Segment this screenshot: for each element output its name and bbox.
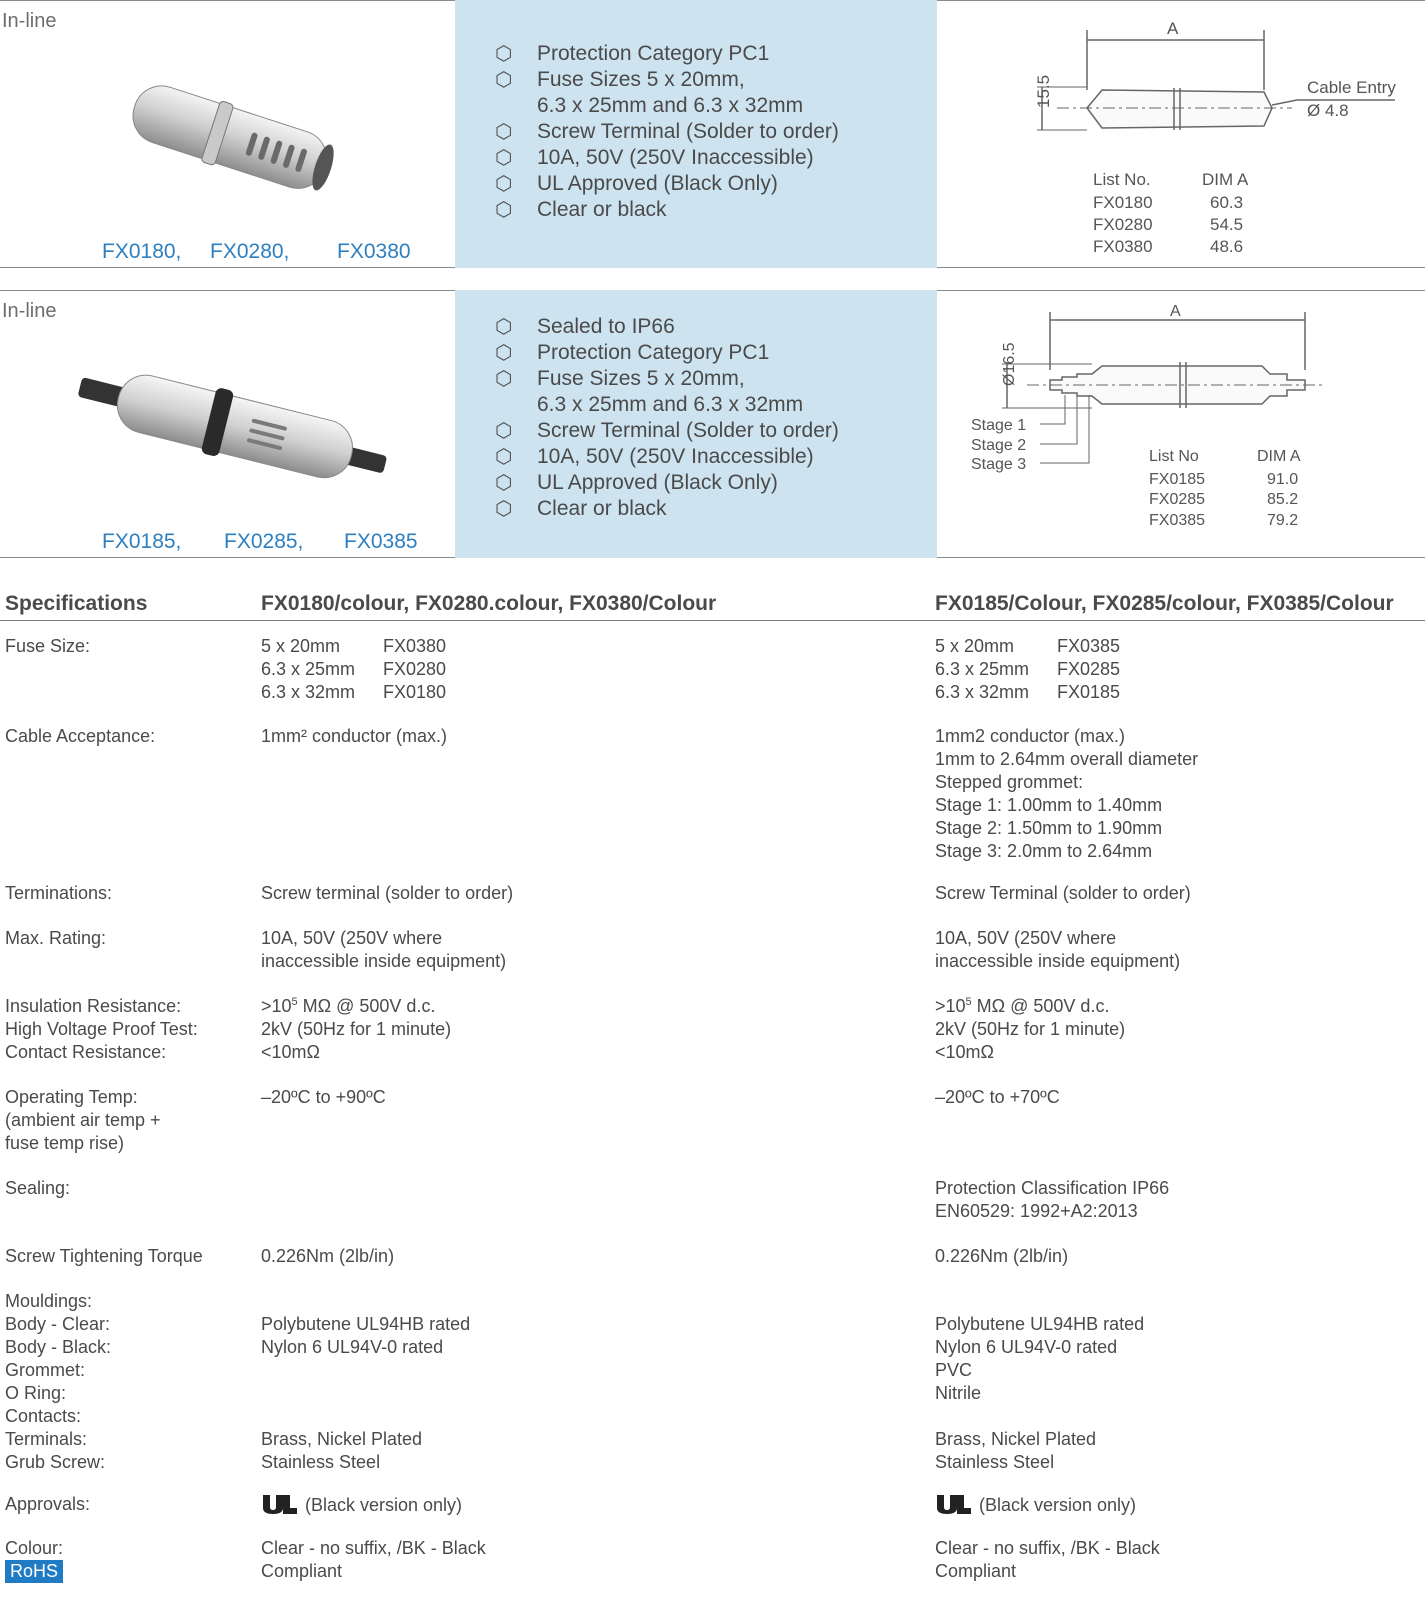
spec-value: Clear - no suffix, /BK - Black Compliant — [935, 1538, 1160, 1581]
feature-list — [495, 41, 839, 223]
spec-label: Operating Temp: (ambient air temp + fuse temp rise) — [5, 1087, 161, 1153]
feature-item: ⬡ 10A, 50V (250V Inaccessible) — [495, 146, 814, 169]
spec-value: 1mm² conductor (max.) — [261, 726, 448, 746]
list-no: FX0380 — [1093, 237, 1153, 256]
spec-label: Cable Acceptance: — [5, 726, 156, 746]
spec-value: $>10^5$ MΩ @ 500V d.c. 2kV (50Hz for 1 minute) <10mΩ — [261, 996, 452, 1062]
product-row-2 — [0, 290, 1425, 558]
spec-value: (Black version only) — [935, 1493, 1415, 1517]
spec-label: Sealing: — [5, 1178, 71, 1198]
list-no: FX0285 — [1149, 491, 1206, 508]
spec-value: –20ºC to +70ºC — [935, 1087, 1060, 1107]
hexagon-bullet-icon: ⬡ — [495, 342, 513, 364]
list-no: FX0385 — [1149, 512, 1206, 529]
feature-panel — [455, 290, 937, 558]
spec-header-row — [0, 590, 1425, 621]
table-header: DIM A — [1257, 448, 1301, 465]
spec-label: Mouldings: Body - Clear: Body - Black: Grommet: O Ring: Contacts: Terminals: Grub Screw: — [5, 1291, 112, 1472]
hexagon-bullet-icon: ⬡ — [495, 69, 513, 91]
hexagon-bullet-icon: ⬡ — [495, 316, 513, 338]
dimension-label: A — [1170, 303, 1181, 320]
spec-value: Screw Terminal (solder to order) — [935, 883, 1191, 903]
dimension-label: A — [1167, 19, 1179, 38]
spec-value: 5 x 20mm FX0385 6.3 x 25mm FX0285 6.3 x 32mm FX0185 — [935, 636, 1121, 702]
feature-item: ⬡ UL Approved (Black Only) — [495, 172, 778, 195]
hexagon-bullet-icon: ⬡ — [495, 368, 513, 390]
part-number: FX0380 — [337, 240, 411, 263]
hexagon-bullet-icon: ⬡ — [495, 498, 513, 520]
category-label: In-line — [2, 300, 57, 322]
spec-value: Screw terminal (solder to order) — [261, 883, 514, 903]
hexagon-bullet-icon: ⬡ — [495, 147, 513, 169]
spec-label: Insulation Resistance: High Voltage Proof Test: Contact Resistance: — [5, 996, 198, 1062]
cable-entry-label: Cable Entry — [1307, 78, 1396, 97]
spec-header: FX0185/Colour, FX0285/colour, FX0385/Colour — [935, 592, 1394, 615]
spec-label: Approvals: — [5, 1494, 91, 1514]
dim-value: 54.5 — [1210, 215, 1244, 234]
part-number: FX0385 — [344, 530, 418, 553]
hexagon-bullet-icon: ⬡ — [495, 472, 513, 494]
hexagon-bullet-icon: ⬡ — [495, 121, 513, 143]
table-header: DIM A — [1202, 170, 1249, 189]
spec-value: $>10^5$ MΩ @ 500V d.c. 2kV (50Hz for 1 minute) <10mΩ — [935, 996, 1126, 1062]
spec-value: –20ºC to +90ºC — [261, 1087, 386, 1107]
feature-item: ⬡ Screw Terminal (Solder to order) — [495, 419, 839, 442]
hexagon-bullet-icon: ⬡ — [495, 420, 513, 442]
spec-value: 0.226Nm (2lb/in) — [935, 1246, 1069, 1266]
feature-item: ⬡ Clear or black — [495, 497, 667, 520]
table-header: List No — [1149, 448, 1199, 465]
spec-value: Polybutene UL94HB rated Nylon 6 UL94V-0 rated Brass, Nickel Plated Stainless Steel — [261, 1314, 471, 1472]
feature-item: ⬡ Clear or black — [495, 198, 667, 221]
spec-value: 10A, 50V (250V where inaccessible inside equipment) — [935, 928, 1181, 971]
feature-item: ⬡ Protection Category PC1 — [495, 42, 770, 65]
spec-value: 10A, 50V (250V where inaccessible inside equipment) — [261, 928, 507, 971]
rohs-badge: RoHS — [5, 1560, 63, 1583]
sealed-fuse-holder-photo — [60, 350, 390, 500]
stage-label: Stage 2 — [971, 437, 1027, 454]
list-no: FX0280 — [1093, 215, 1153, 234]
hexagon-bullet-icon: ⬡ — [495, 43, 513, 65]
ul-logo-icon — [261, 1493, 299, 1515]
cable-entry-value: Ø 4.8 — [1307, 101, 1349, 120]
spec-value: 5 x 20mm FX0380 6.3 x 25mm FX0280 6.3 x 32mm FX0180 — [261, 636, 447, 702]
dim-value: 91.0 — [1267, 471, 1299, 488]
divider — [0, 557, 455, 558]
list-no: FX0180 — [1093, 193, 1153, 212]
divider — [0, 267, 455, 268]
dimension-drawing — [937, 290, 1425, 558]
spec-value: 1mm2 conductor (max.) 1mm to 2.64mm overall diameter Stepped grommet: Stage 1: 1.00mm to 1.40mm Stage 2: 1.50mm to 1.90mm Stage 3: 2.0mm to 2.64mm — [935, 726, 1199, 861]
spec-label: Terminations: — [5, 883, 113, 903]
divider — [937, 557, 1425, 558]
dimension-drawing — [937, 0, 1425, 268]
part-number: FX0185, — [102, 530, 182, 553]
feature-item: ⬡ Protection Category PC1 — [495, 341, 770, 364]
divider — [0, 0, 455, 1]
category-label: In-line — [2, 10, 57, 32]
list-no: FX0185 — [1149, 471, 1206, 488]
ul-logo-icon — [935, 1493, 973, 1515]
height-label: Ø16.5 — [1001, 342, 1018, 386]
dim-value: 48.6 — [1210, 237, 1244, 256]
hexagon-bullet-icon: ⬡ — [495, 199, 513, 221]
spec-label: Colour: RoHS — [5, 1538, 64, 1581]
dim-value: 79.2 — [1267, 512, 1299, 529]
table-header: List No. — [1093, 170, 1151, 189]
feature-panel — [455, 0, 937, 268]
product-row-1 — [0, 0, 1425, 268]
feature-item: ⬡ Fuse Sizes 5 x 20mm, 6.3 x 25mm and 6.3 x 32mm — [495, 367, 804, 416]
part-number: FX0280, — [210, 240, 290, 263]
height-label: 15.5 — [1034, 74, 1053, 108]
spec-header: Specifications — [5, 592, 148, 615]
stage-label: Stage 1 — [971, 417, 1027, 434]
spec-value: Protection Classification IP66 EN60529: 1992+A2:2013 — [935, 1178, 1170, 1221]
spec-value: Clear - no suffix, /BK - Black Compliant — [261, 1538, 486, 1581]
fuse-holder-photo — [60, 60, 390, 210]
feature-item: ⬡ Sealed to IP66 — [495, 315, 675, 338]
feature-item: ⬡ UL Approved (Black Only) — [495, 471, 778, 494]
dim-value: 60.3 — [1210, 193, 1244, 212]
stage-label: Stage 3 — [971, 456, 1027, 473]
feature-item: ⬡ Screw Terminal (Solder to order) — [495, 120, 839, 143]
spec-value: (Black version only) — [261, 1493, 901, 1517]
feature-item: ⬡ Fuse Sizes 5 x 20mm, 6.3 x 25mm and 6.3 x 32mm — [495, 68, 804, 117]
divider — [937, 267, 1425, 268]
spec-label: Max. Rating: — [5, 928, 107, 948]
dim-value: 85.2 — [1267, 491, 1299, 508]
spec-value: 0.226Nm (2lb/in) — [261, 1246, 395, 1266]
feature-item: ⬡ 10A, 50V (250V Inaccessible) — [495, 445, 814, 468]
part-number: FX0180, — [102, 240, 182, 263]
feature-list — [495, 314, 839, 522]
part-number: FX0285, — [224, 530, 304, 553]
spec-label: Screw Tightening Torque — [5, 1246, 203, 1266]
divider — [0, 290, 455, 291]
spec-value: Polybutene UL94HB rated Nylon 6 UL94V-0 rated PVC Nitrile Brass, Nickel Plated Stainless Steel — [935, 1314, 1145, 1472]
hexagon-bullet-icon: ⬡ — [495, 173, 513, 195]
hexagon-bullet-icon: ⬡ — [495, 446, 513, 468]
spec-label: Fuse Size: — [5, 636, 91, 656]
spec-header: FX0180/colour, FX0280.colour, FX0380/Colour — [261, 592, 717, 615]
